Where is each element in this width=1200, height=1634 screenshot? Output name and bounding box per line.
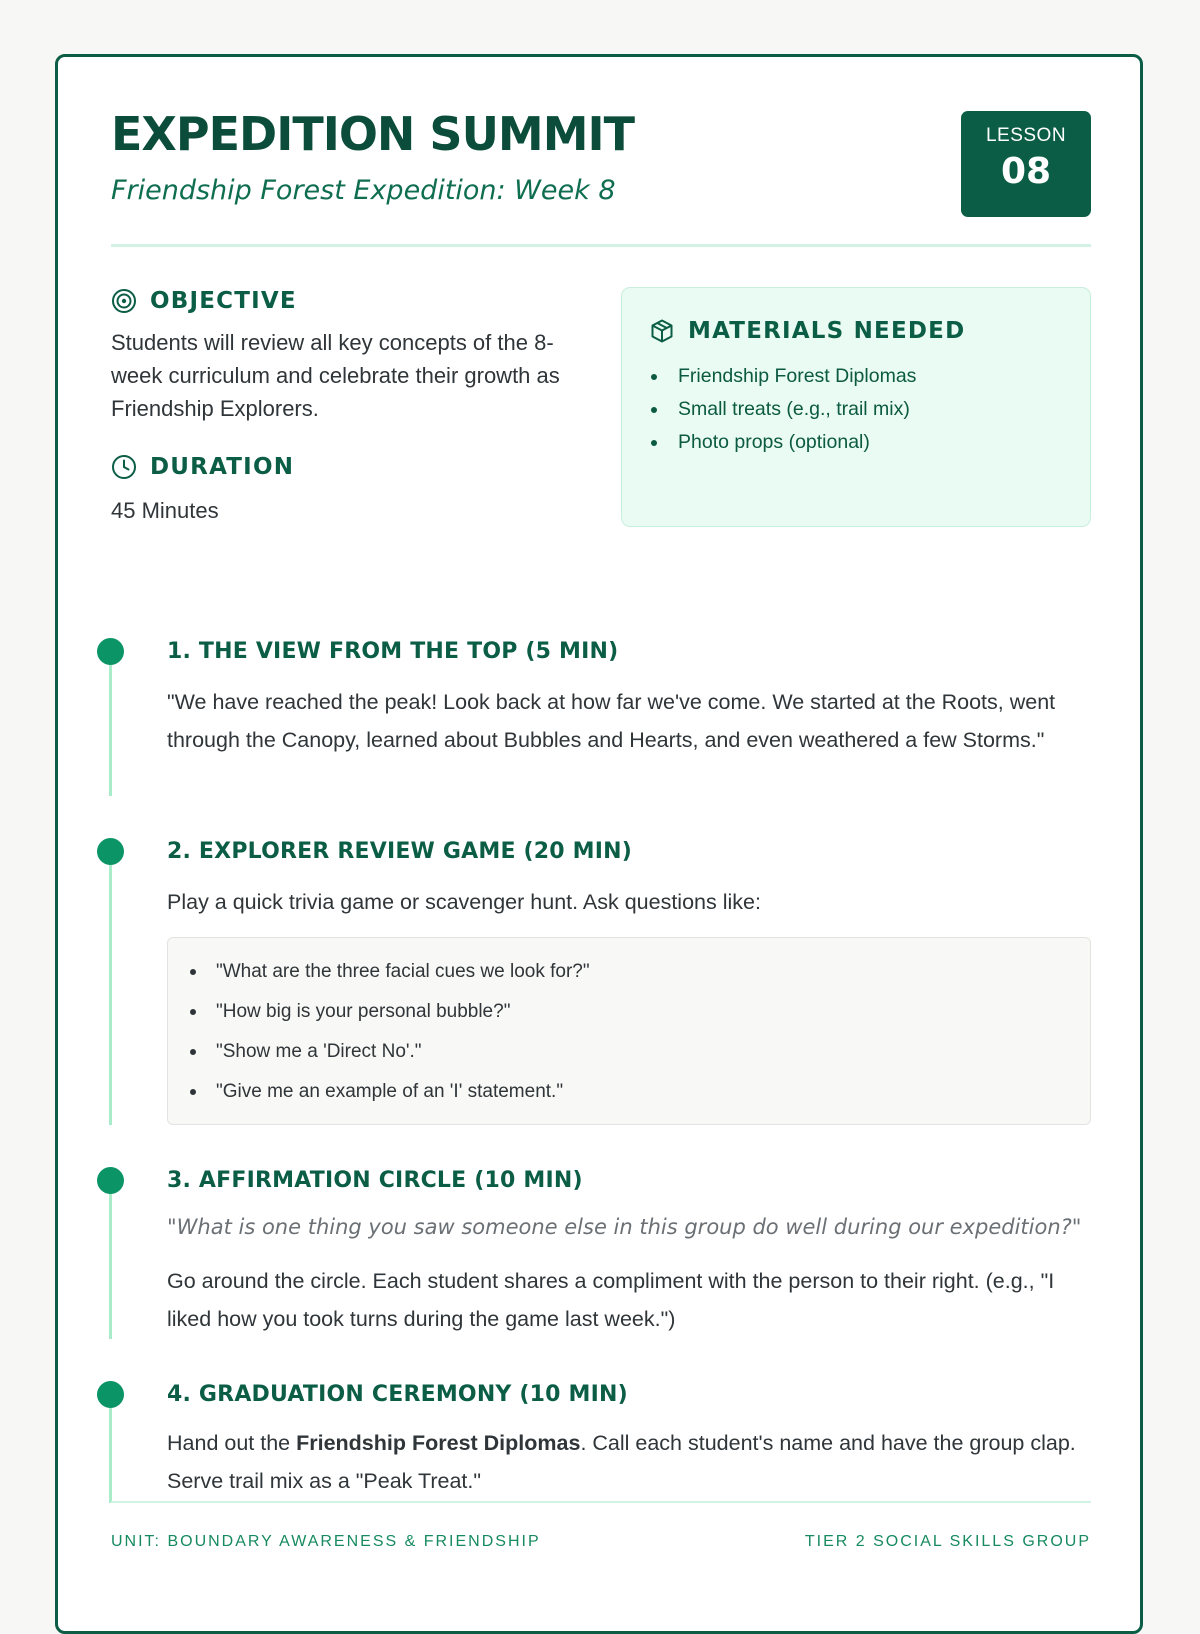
question-item: "Give me an example of an 'I' statement." (190, 1072, 590, 1112)
question-item: "Show me a 'Direct No'." (190, 1032, 590, 1072)
question-list (190, 952, 590, 1112)
timeline-line (109, 1393, 112, 1503)
duration-heading (111, 454, 294, 480)
step-1-title: 1. THE VIEW FROM THE TOP (5 MIN) (167, 639, 619, 664)
step-2-title: 2. EXPLORER REVIEW GAME (20 MIN) (167, 839, 633, 864)
questions-box (167, 937, 1091, 1125)
step-4-text-after: . Call each student's name and have the group clap. Serve trail mix as a "Peak Treat." (167, 1431, 1076, 1493)
step-3-text: Go around the circle. Each student shares a compliment with the person to their right. (e.g., "I liked how you took turns during the game last week.") (167, 1269, 1055, 1331)
materials-item: Small treats (e.g., trail mix) (649, 393, 916, 426)
timeline-dot (97, 638, 124, 665)
timeline-line (109, 650, 112, 796)
duration-text: 45 Minutes (111, 498, 219, 523)
header-divider (111, 244, 1091, 247)
step-3-title: 3. AFFIRMATION CIRCLE (10 MIN) (167, 1168, 583, 1193)
lesson-label: LESSON (985, 125, 1067, 146)
page-subtitle: Friendship Forest Expedition: Week 8 (111, 175, 616, 206)
step-2-text: Play a quick trivia game or scavenger hunt. Ask questions like: (167, 890, 761, 914)
clock-icon (111, 454, 137, 480)
objective-heading-label: OBJECTIVE (150, 288, 297, 314)
timeline-line (109, 850, 112, 1125)
materials-item: Friendship Forest Diplomas (649, 360, 916, 393)
footer-group: TIER 2 SOCIAL SKILLS GROUP (804, 1533, 1091, 1550)
step-4-title: 4. GRADUATION CEREMONY (10 MIN) (167, 1382, 628, 1407)
timeline-dot (97, 1381, 124, 1408)
timeline-dot (97, 838, 124, 865)
footer-divider (111, 1501, 1091, 1503)
step-4-text-before: Hand out the (167, 1431, 297, 1455)
timeline-dot (97, 1167, 124, 1194)
target-icon (111, 288, 137, 314)
lesson-badge (961, 111, 1091, 217)
lesson-number: 08 (1000, 151, 1052, 192)
diplomas-emphasis: Friendship Forest Diplomas (296, 1431, 581, 1455)
materials-list (649, 360, 916, 459)
step-3-quote: "What is one thing you saw someone else in this group do well during our expedition?" (167, 1215, 1082, 1239)
lesson-card (55, 54, 1143, 1634)
materials-box (621, 287, 1091, 527)
objective-heading (111, 288, 297, 314)
materials-heading (649, 318, 965, 344)
footer-unit: UNIT: BOUNDARY AWARENESS & FRIENDSHIP (111, 1533, 541, 1550)
step-1-text: "We have reached the peak! Look back at how far we've come. We started at the Roots, went through the Canopy, learned about Bubbles and Hearts, and even weathered a few Storms." (167, 690, 1056, 752)
page-title: EXPEDITION SUMMIT (111, 107, 634, 161)
objective-text: Students will review all key concepts of the 8-week curriculum and celebrate their growth as Friendship Explorers. (111, 330, 560, 421)
package-icon (649, 318, 675, 344)
step-4-text (167, 1424, 1091, 1500)
question-item: "What are the three facial cues we look for?" (190, 952, 590, 992)
materials-heading-label: MATERIALS NEEDED (688, 318, 966, 344)
materials-item: Photo props (optional) (649, 426, 916, 459)
question-item: "How big is your personal bubble?" (190, 992, 590, 1032)
duration-heading-label: DURATION (150, 454, 295, 480)
timeline-line (109, 1179, 112, 1339)
